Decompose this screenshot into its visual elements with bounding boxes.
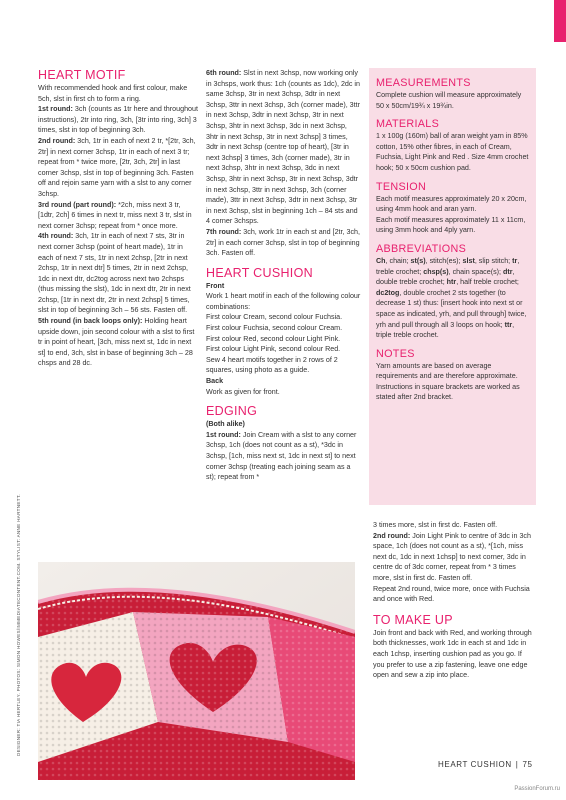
combo-1: First colour Cream, second colour Fuchsia. xyxy=(206,313,343,322)
column-right xyxy=(373,520,533,681)
edging-both: (Both alike) xyxy=(206,420,245,429)
edging-heading: EDGING xyxy=(206,404,258,419)
combo-4: First colour Light Pink, second colour Red. xyxy=(206,345,341,354)
edging-repeat: Repeat 2nd round, twice more, once with Fuchsia and once with Red. xyxy=(373,584,530,604)
back-text: Work as given for front. xyxy=(206,387,280,396)
footer-title: HEART CUSHION xyxy=(438,760,512,769)
heart-motif-heading: HEART MOTIF xyxy=(38,68,126,82)
column-left xyxy=(38,68,198,369)
measurements-text: Complete cushion will measure approximately 50 x 50cm/19¾ x 19¾in. xyxy=(376,91,522,110)
measurements-heading: MEASUREMENTS xyxy=(376,77,471,89)
motif-intro: With recommended hook and first colour, make 5ch, slst in first ch to form a ring. xyxy=(38,84,188,103)
combo-2: First colour Fuchsia, second colour Cream. xyxy=(206,324,343,333)
tension-text-1: Each motif measures approximately 20 x 20cm, using 4mm hook and aran yarn. xyxy=(376,194,527,214)
notes-heading: NOTES xyxy=(376,347,415,360)
abbreviations-list: Ch, chain; st(s), stitch(es); slst, slip stitch; tr, treble crochet; chsp(s), chain space(s); dtr, double treble crochet; htr, half treble crochet; dc2tog, double crochet 2 sts together (to decrease 1 st) thus: [insert hook into next st or space as indicated, yrh, and pull through] twice, yrh and pull through all 3 loops on hook; ttr, triple treble crochet. xyxy=(376,256,527,340)
info-sidebar xyxy=(369,68,536,505)
tension-heading: TENSION xyxy=(376,180,427,193)
column-middle xyxy=(206,68,361,483)
abbreviations-heading: ABBREVIATIONS xyxy=(376,242,467,255)
tension-text-2: Each motif measures approximately 11 x 11cm, using 3mm hook and 4ply yarn. xyxy=(376,215,526,235)
section-tab xyxy=(554,0,566,42)
materials-heading: MATERIALS xyxy=(376,118,440,131)
round-6: 6th round: Slst in next 3chsp, now working only in 3chsps, work thus: 1ch (counts as 1dc), 2dc in same 3chsp, 3tr in next 3chsp, 3dtr in next 3chsp, 3ttr in next 3chsp, 3ch (corner made), 3ttr in next 3chsp, 3dtr in next 3chsp, 3tr in next 3chsp, 3htr in next 3chsp, 3dc in next 3chsp, 3htr in next 3chsp, 3tr in next 3chsp] 3 times, 3dtr in next 3chsp (centre top of heart), [3tr in next 3chsp] 3 times, 3ch (corner made), 3tr in next 3chsp, 3htr in next 3chsp, 3dc in next 3chsp, 3htr in next 3chsp, 3tr in next 3chsp, 3dtr in next 3chsp, 3ttr in next 3chsp, 3ch (corner made), 3ttr in next 3chsp, 3dtr in next 3chsp, 3tr in next 3chsp, slst in beginning 1ch – 84 sts and 4 corner 3chsps. xyxy=(206,69,360,226)
edging-round-2: 2nd round: Join Light Pink to centre of 3dc in 3ch space, 1ch (does not count as a st), *[1ch, miss next dc, 1dc in next 1chsp] to next corner, 3dc in centre dc of 3dc corner, repeat from * 3 times more, slst in first dc. Fasten off. xyxy=(373,531,531,582)
round-7: 7th round: 3ch, work 1tr in each st and [2tr, 3ch, 2tr] in each corner 3chsp, slst in top of beginning 3ch. Fasten off. xyxy=(206,227,360,258)
round-1: 1st round: 3ch (counts as 1tr here and throughout instructions), 2tr into ring, 3ch, [3tr into ring, 3ch] 3 times, slst in top of beginning 3ch. xyxy=(38,105,198,135)
front-label: Front xyxy=(206,281,225,290)
cushion-illustration xyxy=(38,562,355,780)
cushion-photo xyxy=(38,562,355,780)
page-footer xyxy=(438,760,533,769)
heart-cushion-heading: HEART CUSHION xyxy=(206,265,313,280)
materials-text: 1 x 100g (160m) ball of aran weight yarn in 85% cotton, 15% other fibres, in each of Cream, Fuchsia, Light Pink and Red . Size 4mm crochet hook; 50 x 50cm cushion pad. xyxy=(376,132,529,172)
watermark: PassionForum.ru xyxy=(514,786,560,792)
combo-3: First colour Red, second colour Light Pink. xyxy=(206,334,341,343)
make-up-text: Join front and back with Red, and working through both thicknesses, work 1dc in each st and 1dc in each 1chsp, inserting cushion pad as you go. If you prefer to use a zip fastening, leave one edge open and sew a zip into place. xyxy=(373,628,532,680)
notes-text: Yarn amounts are based on average requirements and are therefore approximate. Instructions in square brackets are worked as stated after 2nd bracket. xyxy=(376,361,520,402)
page-number: 75 xyxy=(522,760,533,769)
edging-round-1-cont: 3 times more, slst in first dc. Fasten off. xyxy=(373,521,498,529)
photo-credit: DESIGNER: TIA HERTLEY. PHOTOS: SIMON HOWES/IMMEDIATECONTENT.COM. STYLIST: ANNE HARTNETT. xyxy=(16,494,21,756)
round-4: 4th round: 3ch, 1tr in each of next 7 sts, 3tr in next corner 3chsp (point of heart made), 1tr in each of next 7 sts, 1tr in next 2chsp, [2tr in next 2chsp, 1tr in next dtr] 5 times, 2tr in next 2chsp, 1dc in next dtr, dc2tog across next two 2chsps (thus missing the slst), 1dc in next dtr, 2tr in next 2chsp, [1tr in next dtr, 2tr in next 2chsp] 5 times, slst in top of beginning 3ch – 56 sts. Fasten off. xyxy=(38,232,191,315)
round-5: 5th round (in back loops only): Holding heart upside down, join second colour with a slst to first tr in point of heart, [3ch, miss next st, 1dc in next st] to end, 3ch, slst in base of beginning 3ch – 28 chsps and 28 dc. xyxy=(38,317,195,368)
make-up-heading: TO MAKE UP xyxy=(373,612,453,627)
back-label: Back xyxy=(206,377,224,386)
round-3: 3rd round (part round): *2ch, miss next 3 tr, [1dtr, 2ch] 6 times in next tr, miss next 3 tr, slst in next corner 3chsp; repeat from * once more. xyxy=(38,200,192,230)
front-text: Work 1 heart motif in each of the following colour combinations: xyxy=(206,292,361,311)
footer-separator: | xyxy=(515,760,519,769)
round-2: 2nd round: 3ch, 1tr in each of next 2 tr, *[2tr, 3ch, 2tr] in next corner 3chsp, 1tr in each of next 3 tr; repeat from * twice more, [2tr, 3ch, 2tr] in last corner 3chsp, slst in top of beginning 3ch. Fasten off and rejoin same yarn with a slst to any corner 3chsp. xyxy=(38,136,196,198)
edging-round-1: 1st round: Join Cream with a slst to any corner 3chsp, 1ch (does not count as a st), *3dc in 3chsp, [1ch, miss next st, 1dc in next st] to next corner 3chsp (treating each joining seam as a st); repeat from * xyxy=(206,430,357,482)
sew-text: Sew 4 heart motifs together in 2 rows of 2 squares, using photo as a guide. xyxy=(206,355,338,375)
